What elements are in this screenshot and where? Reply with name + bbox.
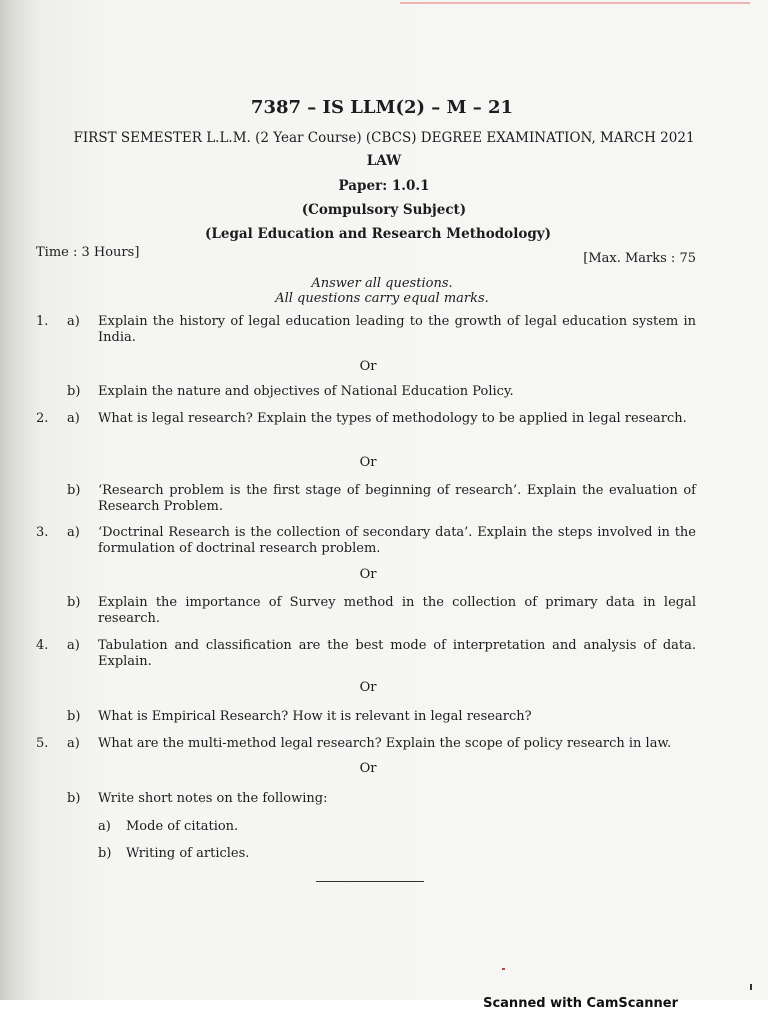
paper-code: 7387 – IS LLM(2) – M – 21 xyxy=(250,97,514,118)
top-edge-line xyxy=(400,2,750,4)
sub-item-label: b) xyxy=(98,846,112,861)
paper-number: Paper: 1.0.1 xyxy=(338,178,430,194)
question-text: Explain the importance of Survey method in the collection of primary data in legal research. xyxy=(98,595,696,626)
question-text: Tabulation and classification are the best mode of interpretation and analysis of data. Explain. xyxy=(98,638,696,669)
question-text: ‘Doctrinal Research is the collection of secondary data’. Explain the steps involved in the formulation of doctrinal research problem. xyxy=(98,525,696,556)
subject-area: LAW xyxy=(366,153,402,169)
scanner-watermark: Scanned with CamScanner xyxy=(483,996,678,1011)
question-number: 3. xyxy=(36,525,49,540)
question-text: Explain the nature and objectives of National Education Policy. xyxy=(98,384,514,399)
question-number: 5. xyxy=(36,736,49,751)
question-part-label: b) xyxy=(67,384,81,399)
exam-title: FIRST SEMESTER L.L.M. (2 Year Course) (CBCS) DEGREE EXAMINATION, MARCH 2021 xyxy=(73,130,695,146)
paper-type: (Compulsory Subject) xyxy=(301,202,467,218)
question-text: What is legal research? Explain the types of methodology to be applied in legal research. xyxy=(98,411,687,426)
or-separator: Or xyxy=(359,761,377,776)
question-part-label: b) xyxy=(67,595,81,610)
or-separator: Or xyxy=(359,359,377,374)
or-separator: Or xyxy=(359,455,377,470)
scan-speck xyxy=(502,968,505,970)
question-part-label: a) xyxy=(67,525,80,540)
max-marks: [Max. Marks : 75 xyxy=(583,251,696,266)
question-part-label: a) xyxy=(67,314,80,329)
end-rule xyxy=(316,881,424,882)
question-part-label: b) xyxy=(67,483,81,498)
question-text: What is Empirical Research? How it is relevant in legal research? xyxy=(98,709,532,724)
time-allowed: Time : 3 Hours] xyxy=(36,245,140,260)
scan-speck xyxy=(750,984,752,990)
question-text: ‘Research problem is the first stage of beginning of research’. Explain the evaluation of Research Problem. xyxy=(98,483,696,514)
instruction-line-2: All questions carry equal marks. xyxy=(275,291,489,306)
question-part-label: b) xyxy=(67,791,81,806)
question-part-label: a) xyxy=(67,638,80,653)
instruction-line-1: Answer all questions. xyxy=(311,276,453,291)
question-text: Explain the history of legal education leading to the growth of legal education system in India. xyxy=(98,314,696,345)
sub-item-label: a) xyxy=(98,819,111,834)
sub-item-text: Mode of citation. xyxy=(126,819,239,834)
question-part-label: a) xyxy=(67,736,80,751)
question-text: What are the multi-method legal research? Explain the scope of policy research in law. xyxy=(98,736,672,751)
question-text: Write short notes on the following: xyxy=(98,791,328,806)
or-separator: Or xyxy=(359,680,377,695)
question-part-label: a) xyxy=(67,411,80,426)
or-separator: Or xyxy=(359,567,377,582)
question-part-label: b) xyxy=(67,709,81,724)
question-number: 4. xyxy=(36,638,49,653)
question-number: 2. xyxy=(36,411,49,426)
question-number: 1. xyxy=(36,314,49,329)
paper-title: (Legal Education and Research Methodology) xyxy=(204,226,551,242)
sub-item-text: Writing of articles. xyxy=(126,846,250,861)
